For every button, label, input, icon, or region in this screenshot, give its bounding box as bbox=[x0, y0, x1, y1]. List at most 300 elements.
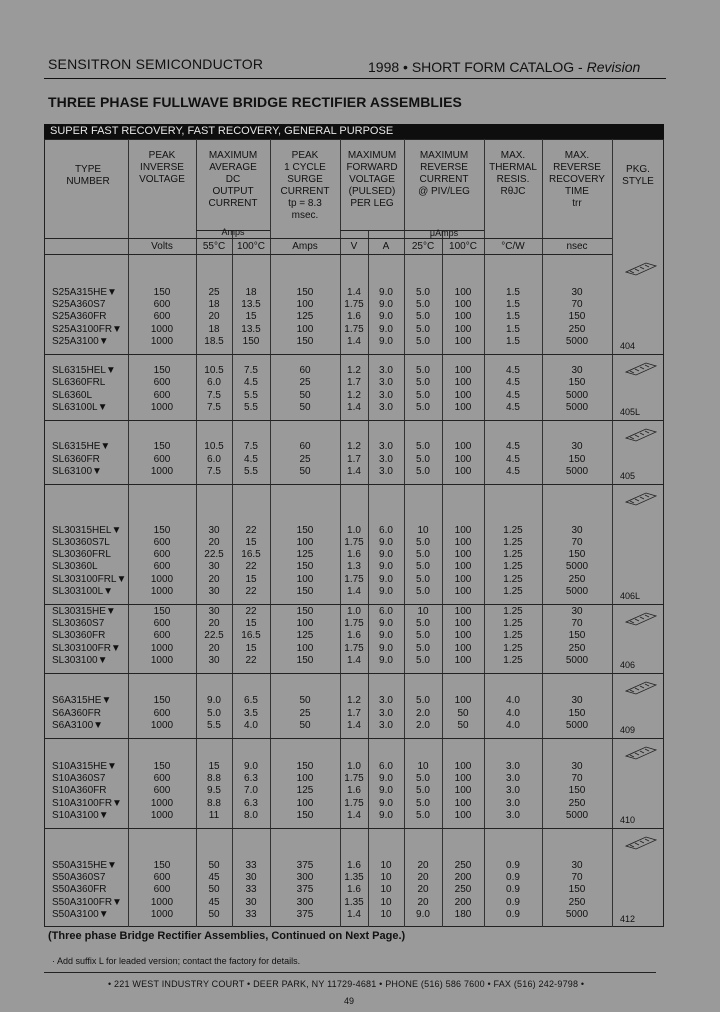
vf-current: 9.0 bbox=[379, 585, 393, 597]
io100-value: 4.5 bbox=[244, 453, 258, 465]
type-number: SL6315HEL▼ bbox=[52, 365, 116, 377]
trr-value: 70 bbox=[571, 537, 583, 548]
rth-value: 1.25 bbox=[503, 630, 523, 642]
ir100-value: 100 bbox=[454, 524, 472, 536]
io55-value: 9.5 bbox=[207, 785, 221, 797]
io100-value: 22 bbox=[245, 524, 257, 536]
ir100-value: 100 bbox=[454, 695, 472, 707]
surge-value: 50 bbox=[299, 401, 311, 413]
surge-value: 150 bbox=[296, 585, 314, 597]
trr-value: 150 bbox=[568, 377, 586, 389]
vf-current: 10 bbox=[380, 908, 392, 920]
vf-value: 1.75 bbox=[344, 797, 364, 809]
revision-label: Revision bbox=[586, 59, 641, 75]
vf-value: 1.7 bbox=[347, 707, 361, 719]
surge-value: 150 bbox=[296, 606, 314, 617]
ir25-value: 20 bbox=[417, 896, 429, 908]
surge-value: 60 bbox=[299, 441, 311, 453]
trr-value: 250 bbox=[568, 642, 586, 654]
vf-current: 10 bbox=[380, 872, 392, 884]
unit-amps: Amps bbox=[221, 227, 245, 237]
page-number: 49 bbox=[344, 996, 355, 1006]
vf-current: 3.0 bbox=[379, 389, 393, 401]
io100-value: 7.0 bbox=[244, 785, 258, 797]
package-style: 406 bbox=[620, 660, 636, 670]
type-number: SL303100L▼ bbox=[52, 585, 114, 597]
io100-value: 150 bbox=[242, 335, 260, 347]
io55-value: 7.5 bbox=[207, 465, 221, 477]
piv-value: 150 bbox=[153, 441, 171, 453]
ir25-value: 5.0 bbox=[416, 377, 430, 389]
surge-value: 100 bbox=[296, 573, 314, 585]
trr-value: 150 bbox=[568, 630, 586, 642]
rth-value: 0.9 bbox=[506, 884, 520, 896]
type-number: S25A3100▼ bbox=[52, 335, 109, 347]
piv-value: 150 bbox=[153, 761, 171, 772]
rth-value: 0.9 bbox=[506, 872, 520, 884]
ir100-value: 100 bbox=[454, 299, 472, 311]
surge-value: 100 bbox=[296, 797, 314, 809]
piv-value: 600 bbox=[153, 618, 171, 630]
ir25-value: 5.0 bbox=[416, 287, 430, 298]
vf-value: 1.75 bbox=[344, 573, 364, 585]
rth-value: 4.5 bbox=[506, 377, 520, 389]
piv-value: 600 bbox=[153, 389, 171, 401]
trr-value: 5000 bbox=[565, 401, 589, 413]
io55-value: 20 bbox=[208, 537, 220, 548]
rth-value: 3.0 bbox=[506, 761, 520, 772]
rth-value: 3.0 bbox=[506, 773, 520, 785]
type-number: S50A3100▼ bbox=[52, 908, 109, 920]
type-number: SL303100▼ bbox=[52, 654, 108, 666]
vf-value: 1.75 bbox=[344, 642, 364, 654]
ir100-value: 200 bbox=[454, 872, 472, 884]
type-number: S6A360FR bbox=[52, 707, 101, 719]
suffix-note: · Add suffix L for leaded version; contact the factory for details. bbox=[52, 956, 301, 966]
col-surge: PEAK 1 CYCLE SURGE CURRENT tp = 8.3 msec. bbox=[280, 150, 330, 221]
trr-value: 150 bbox=[568, 311, 586, 323]
vf-current: 6.0 bbox=[379, 761, 393, 772]
io100-value: 6.5 bbox=[244, 695, 258, 707]
io100-value: 16.5 bbox=[241, 630, 261, 642]
surge-value: 125 bbox=[296, 785, 314, 797]
rth-value: 0.9 bbox=[506, 860, 520, 871]
io100-value: 22 bbox=[245, 561, 257, 573]
ir100-value: 100 bbox=[454, 773, 472, 785]
surge-value: 50 bbox=[299, 719, 311, 731]
type-number: S10A360FR bbox=[52, 785, 107, 797]
col-pkg: PKG. STYLE bbox=[622, 164, 654, 187]
ir100-value: 100 bbox=[454, 809, 472, 821]
type-number: S6A315HE▼ bbox=[52, 695, 112, 707]
piv-value: 150 bbox=[153, 695, 171, 707]
rth-value: 1.5 bbox=[506, 287, 520, 298]
vf-value: 1.0 bbox=[347, 761, 361, 772]
ir25-value: 5.0 bbox=[416, 695, 430, 707]
trr-value: 70 bbox=[571, 773, 583, 785]
trr-value: 150 bbox=[568, 549, 586, 561]
io100-value: 3.5 bbox=[244, 707, 258, 719]
ir100-value: 100 bbox=[454, 618, 472, 630]
io55-value: 6.0 bbox=[207, 453, 221, 465]
vf-current: 10 bbox=[380, 860, 392, 871]
unit-a: A bbox=[382, 241, 390, 252]
type-number: SL6315HE▼ bbox=[52, 441, 111, 453]
piv-value: 150 bbox=[153, 524, 171, 536]
unit-v: V bbox=[350, 241, 358, 252]
type-number: SL30360S7L bbox=[52, 537, 110, 548]
trr-value: 250 bbox=[568, 573, 586, 585]
ir25-value: 5.0 bbox=[416, 537, 430, 548]
ir25-value: 5.0 bbox=[416, 323, 430, 335]
rth-value: 3.0 bbox=[506, 785, 520, 797]
vf-current: 9.0 bbox=[379, 797, 393, 809]
io55-value: 18 bbox=[208, 299, 220, 311]
vf-current: 3.0 bbox=[379, 365, 393, 377]
io100-value: 8.0 bbox=[244, 809, 258, 821]
ir100-value: 100 bbox=[454, 311, 472, 323]
ir25-value: 5.0 bbox=[416, 389, 430, 401]
io100-value: 15 bbox=[245, 573, 257, 585]
io100-value: 13.5 bbox=[241, 299, 261, 311]
rth-value: 1.25 bbox=[503, 642, 523, 654]
surge-value: 125 bbox=[296, 630, 314, 642]
io55-value: 22.5 bbox=[204, 549, 224, 561]
surge-value: 100 bbox=[296, 323, 314, 335]
trr-value: 30 bbox=[571, 860, 583, 871]
ir100-value: 100 bbox=[454, 654, 472, 666]
trr-value: 5000 bbox=[565, 719, 589, 731]
vf-current: 3.0 bbox=[379, 695, 393, 707]
rth-value: 1.25 bbox=[503, 524, 523, 536]
ir25-value: 5.0 bbox=[416, 585, 430, 597]
vf-current: 3.0 bbox=[379, 465, 393, 477]
ir100-value: 50 bbox=[457, 707, 469, 719]
vf-value: 1.2 bbox=[347, 365, 361, 377]
surge-value: 125 bbox=[296, 549, 314, 561]
surge-value: 300 bbox=[296, 872, 314, 884]
piv-value: 600 bbox=[153, 561, 171, 573]
rth-value: 0.9 bbox=[506, 908, 520, 920]
io100-value: 4.5 bbox=[244, 377, 258, 389]
vf-value: 1.6 bbox=[347, 630, 361, 642]
trr-value: 5000 bbox=[565, 654, 589, 666]
vf-value: 1.75 bbox=[344, 537, 364, 548]
piv-value: 150 bbox=[153, 860, 171, 871]
vf-value: 1.35 bbox=[344, 896, 364, 908]
piv-value: 600 bbox=[153, 785, 171, 797]
group-divider bbox=[44, 604, 664, 605]
trr-value: 30 bbox=[571, 761, 583, 772]
catalog-title bbox=[368, 59, 640, 75]
ir100-value: 100 bbox=[454, 365, 472, 377]
rth-value: 1.25 bbox=[503, 585, 523, 597]
trr-value: 150 bbox=[568, 707, 586, 719]
ir100-value: 200 bbox=[454, 896, 472, 908]
surge-value: 375 bbox=[296, 908, 314, 920]
vf-value: 1.75 bbox=[344, 323, 364, 335]
ir100-value: 100 bbox=[454, 630, 472, 642]
io55-value: 30 bbox=[208, 606, 220, 617]
piv-value: 600 bbox=[153, 537, 171, 548]
vf-value: 1.7 bbox=[347, 453, 361, 465]
vf-value: 1.6 bbox=[347, 860, 361, 871]
vf-current: 9.0 bbox=[379, 630, 393, 642]
vf-value: 1.2 bbox=[347, 441, 361, 453]
trr-value: 150 bbox=[568, 453, 586, 465]
io55-value: 50 bbox=[208, 884, 220, 896]
vf-value: 1.6 bbox=[347, 785, 361, 797]
ir25-value: 5.0 bbox=[416, 299, 430, 311]
io100-value: 33 bbox=[245, 860, 257, 871]
ir25-value: 9.0 bbox=[416, 908, 430, 920]
trr-value: 250 bbox=[568, 797, 586, 809]
package-outline-icon bbox=[624, 360, 658, 378]
io55-value: 7.5 bbox=[207, 401, 221, 413]
ir25-value: 5.0 bbox=[416, 465, 430, 477]
io55-value: 10.5 bbox=[204, 365, 224, 377]
trr-value: 30 bbox=[571, 695, 583, 707]
ir100-value: 100 bbox=[454, 561, 472, 573]
group-divider bbox=[44, 673, 664, 674]
trr-value: 30 bbox=[571, 441, 583, 453]
type-number: SL30315HEL▼ bbox=[52, 524, 122, 536]
vf-value: 1.6 bbox=[347, 311, 361, 323]
io55-value: 10.5 bbox=[204, 441, 224, 453]
type-number: SL63100L▼ bbox=[52, 401, 108, 413]
io55-value: 9.0 bbox=[207, 695, 221, 707]
piv-value: 600 bbox=[153, 773, 171, 785]
io55-value: 18.5 bbox=[204, 335, 224, 347]
io100-value: 7.5 bbox=[244, 365, 258, 377]
piv-value: 1000 bbox=[150, 896, 174, 908]
vf-value: 1.75 bbox=[344, 773, 364, 785]
section-bar: SUPER FAST RECOVERY, FAST RECOVERY, GENERAL PURPOSE bbox=[44, 124, 664, 139]
rth-value: 4.0 bbox=[506, 707, 520, 719]
vf-current: 9.0 bbox=[379, 654, 393, 666]
io55-value: 7.5 bbox=[207, 389, 221, 401]
vf-value: 1.35 bbox=[344, 872, 364, 884]
unit-uamps: μAmps bbox=[429, 228, 459, 238]
io55-value: 8.8 bbox=[207, 773, 221, 785]
rth-value: 1.5 bbox=[506, 323, 520, 335]
trr-value: 5000 bbox=[565, 335, 589, 347]
surge-value: 150 bbox=[296, 335, 314, 347]
ir100-value: 100 bbox=[454, 585, 472, 597]
page-title: THREE PHASE FULLWAVE BRIDGE RECTIFIER ASSEMBLIES bbox=[48, 94, 462, 110]
package-outline-icon bbox=[624, 490, 658, 508]
io55-value: 5.5 bbox=[207, 719, 221, 731]
package-outline-icon bbox=[624, 744, 658, 762]
io100-value: 9.0 bbox=[244, 761, 258, 772]
type-number: SL30360FRL bbox=[52, 549, 111, 561]
ir25-value: 5.0 bbox=[416, 311, 430, 323]
surge-value: 375 bbox=[296, 860, 314, 871]
vf-current: 9.0 bbox=[379, 573, 393, 585]
ir25-value: 20 bbox=[417, 884, 429, 896]
piv-value: 1000 bbox=[150, 585, 174, 597]
col-rth: MAX. THERMAL RESIS. RθJC bbox=[489, 150, 537, 197]
piv-value: 1000 bbox=[150, 797, 174, 809]
ir25-value: 10 bbox=[417, 606, 429, 617]
ir25-value: 5.0 bbox=[416, 630, 430, 642]
group-divider bbox=[44, 484, 664, 485]
ir100-value: 100 bbox=[454, 323, 472, 335]
type-number: S10A360S7 bbox=[52, 773, 106, 785]
ir100-value: 100 bbox=[454, 335, 472, 347]
io100-value: 33 bbox=[245, 908, 257, 920]
trr-value: 150 bbox=[568, 884, 586, 896]
piv-value: 150 bbox=[153, 365, 171, 377]
vf-value: 1.75 bbox=[344, 299, 364, 311]
vf-current: 10 bbox=[380, 884, 392, 896]
piv-value: 150 bbox=[153, 606, 171, 617]
ir25-value: 10 bbox=[417, 761, 429, 772]
ir25-value: 5.0 bbox=[416, 549, 430, 561]
piv-value: 1000 bbox=[150, 908, 174, 920]
trr-value: 5000 bbox=[565, 585, 589, 597]
type-number: SL30360S7 bbox=[52, 618, 105, 630]
rth-value: 4.0 bbox=[506, 695, 520, 707]
piv-value: 600 bbox=[153, 549, 171, 561]
surge-value: 50 bbox=[299, 695, 311, 707]
rth-value: 4.5 bbox=[506, 365, 520, 377]
vf-current: 9.0 bbox=[379, 642, 393, 654]
vf-value: 1.4 bbox=[347, 401, 361, 413]
ir100-value: 100 bbox=[454, 549, 472, 561]
ir100-value: 100 bbox=[454, 606, 472, 617]
ir25-value: 2.0 bbox=[416, 719, 430, 731]
type-number: SL30315HE▼ bbox=[52, 606, 116, 617]
rth-value: 1.25 bbox=[503, 549, 523, 561]
ir100-value: 100 bbox=[454, 785, 472, 797]
io100-value: 22 bbox=[245, 585, 257, 597]
rth-value: 4.0 bbox=[506, 719, 520, 731]
io100-value: 16.5 bbox=[241, 549, 261, 561]
io100-value: 22 bbox=[245, 654, 257, 666]
piv-value: 600 bbox=[153, 884, 171, 896]
ir25-value: 5.0 bbox=[416, 618, 430, 630]
package-style: 405 bbox=[620, 471, 636, 481]
io100-value: 6.3 bbox=[244, 773, 258, 785]
io55-value: 20 bbox=[208, 618, 220, 630]
piv-value: 600 bbox=[153, 453, 171, 465]
ir25-value: 5.0 bbox=[416, 561, 430, 573]
ir100-value: 180 bbox=[454, 908, 472, 920]
vf-current: 9.0 bbox=[379, 311, 393, 323]
package-style: 410 bbox=[620, 815, 636, 825]
piv-value: 600 bbox=[153, 311, 171, 323]
ir100-value: 100 bbox=[454, 377, 472, 389]
unit-nsec: nsec bbox=[566, 241, 588, 252]
surge-value: 150 bbox=[296, 524, 314, 536]
rth-value: 4.5 bbox=[506, 401, 520, 413]
rth-value: 3.0 bbox=[506, 809, 520, 821]
col-divider bbox=[612, 139, 613, 927]
trr-value: 30 bbox=[571, 606, 583, 617]
io55-value: 25 bbox=[208, 287, 220, 298]
piv-value: 1000 bbox=[150, 719, 174, 731]
surge-value: 150 bbox=[296, 809, 314, 821]
io55-value: 6.0 bbox=[207, 377, 221, 389]
io55-value: 20 bbox=[208, 642, 220, 654]
vf-value: 1.0 bbox=[347, 606, 361, 617]
vf-current: 10 bbox=[380, 896, 392, 908]
col-piv: PEAK INVERSE VOLTAGE bbox=[139, 150, 185, 185]
ir25-value: 5.0 bbox=[416, 797, 430, 809]
vf-current: 3.0 bbox=[379, 377, 393, 389]
piv-value: 1000 bbox=[150, 401, 174, 413]
ir25-value: 20 bbox=[417, 872, 429, 884]
type-number: SL30360L bbox=[52, 561, 98, 573]
piv-value: 1000 bbox=[150, 323, 174, 335]
rth-value: 1.25 bbox=[503, 537, 523, 548]
unit-25c: 25°C bbox=[411, 241, 435, 252]
rth-value: 4.5 bbox=[506, 441, 520, 453]
surge-value: 375 bbox=[296, 884, 314, 896]
io55-value: 45 bbox=[208, 896, 220, 908]
unit-100c-b: 100°C bbox=[449, 241, 477, 252]
package-outline-icon bbox=[624, 260, 658, 278]
col-trr: MAX. REVERSE RECOVERY TIME trr bbox=[549, 150, 605, 209]
type-number: SL6360FR bbox=[52, 453, 100, 465]
surge-value: 150 bbox=[296, 561, 314, 573]
group-divider bbox=[44, 354, 664, 355]
surge-value: 50 bbox=[299, 465, 311, 477]
piv-value: 1000 bbox=[150, 809, 174, 821]
rth-value: 1.5 bbox=[506, 311, 520, 323]
vf-current: 9.0 bbox=[379, 549, 393, 561]
vf-current: 9.0 bbox=[379, 323, 393, 335]
type-number: S50A3100FR▼ bbox=[52, 896, 122, 908]
surge-value: 125 bbox=[296, 311, 314, 323]
package-outline-icon bbox=[624, 610, 658, 628]
vf-value: 1.7 bbox=[347, 377, 361, 389]
io100-value: 33 bbox=[245, 884, 257, 896]
header-rule bbox=[44, 78, 666, 79]
unit-100c: 100°C bbox=[237, 241, 265, 252]
package-outline-icon bbox=[624, 834, 658, 852]
piv-value: 150 bbox=[153, 287, 171, 298]
io100-value: 6.3 bbox=[244, 797, 258, 809]
type-number: S25A360S7 bbox=[52, 299, 106, 311]
vf-current: 3.0 bbox=[379, 719, 393, 731]
ir25-value: 5.0 bbox=[416, 773, 430, 785]
surge-value: 100 bbox=[296, 537, 314, 548]
vf-current: 9.0 bbox=[379, 335, 393, 347]
package-style: 406L bbox=[620, 591, 641, 601]
col-vf: MAXIMUM FORWARD VOLTAGE (PULSED) PER LEG bbox=[346, 150, 398, 209]
col-type: TYPE NUMBER bbox=[66, 164, 110, 187]
piv-value: 600 bbox=[153, 630, 171, 642]
vf-current: 9.0 bbox=[379, 618, 393, 630]
vf-current: 9.0 bbox=[379, 809, 393, 821]
vf-value: 1.2 bbox=[347, 389, 361, 401]
company-name: SENSITRON SEMICONDUCTOR bbox=[48, 56, 264, 72]
io100-value: 15 bbox=[245, 537, 257, 548]
vf-value: 1.4 bbox=[347, 585, 361, 597]
piv-value: 1000 bbox=[150, 573, 174, 585]
ir100-value: 100 bbox=[454, 441, 472, 453]
trr-value: 5000 bbox=[565, 465, 589, 477]
footer-rule bbox=[44, 972, 656, 973]
ir25-value: 5.0 bbox=[416, 654, 430, 666]
ir25-value: 5.0 bbox=[416, 335, 430, 347]
rth-value: 4.5 bbox=[506, 465, 520, 477]
ir100-value: 100 bbox=[454, 761, 472, 772]
ir25-value: 5.0 bbox=[416, 809, 430, 821]
ir100-value: 100 bbox=[454, 453, 472, 465]
